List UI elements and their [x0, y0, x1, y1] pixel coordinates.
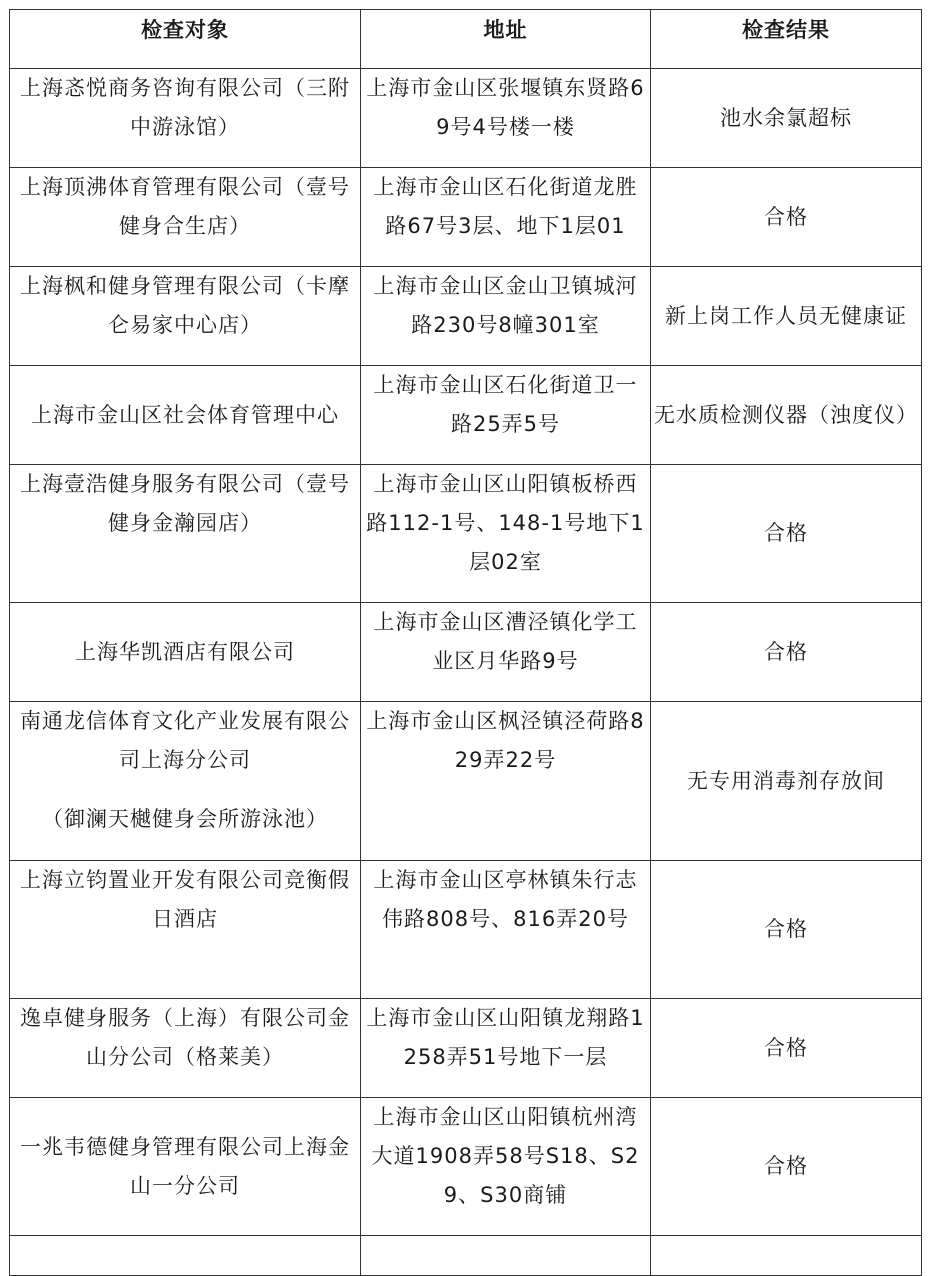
address-cell: 上海市金山区山阳镇板桥西路112-1号、148-1号地下1层02室 [361, 465, 651, 603]
address-cell: 上海市金山区石化街道龙胜路67号3层、地下1层01 [361, 168, 651, 267]
result-cell: 合格 [651, 168, 922, 267]
object-cell: 上海顶沸体育管理有限公司（壹号健身合生店） [10, 168, 361, 267]
inspection-table [9, 9, 922, 1276]
result-cell: 合格 [651, 1098, 922, 1236]
table-row [10, 1098, 922, 1236]
address-cell: 上海市金山区山阳镇杭州湾大道1908弄58号S18、S29、S30商铺 [361, 1098, 651, 1236]
object-cell: 一兆韦德健身管理有限公司上海金山一分公司 [10, 1098, 361, 1236]
header-row [10, 10, 922, 69]
table-row [10, 69, 922, 168]
object-cell: 上海市金山区社会体育管理中心 [10, 366, 361, 465]
address-cell: 上海市金山区漕泾镇化学工业区月华路9号 [361, 603, 651, 702]
result-cell: 合格 [651, 861, 922, 999]
result-cell: 合格 [651, 465, 922, 603]
object-cell [10, 1236, 361, 1276]
object-cell: 上海华凯酒店有限公司 [10, 603, 361, 702]
result-cell: 池水余氯超标 [651, 69, 922, 168]
object-cell: 上海忞悦商务咨询有限公司（三附中游泳馆） [10, 69, 361, 168]
header-address: 地址 [361, 10, 651, 69]
address-cell: 上海市金山区亭林镇朱行志伟路808号、816弄20号 [361, 861, 651, 999]
object-cell: 上海壹浩健身服务有限公司（壹号健身金瀚园店） [10, 465, 361, 603]
address-cell: 上海市金山区枫泾镇泾荷路829弄22号 [361, 702, 651, 861]
address-cell [361, 1236, 651, 1276]
table-row [10, 267, 922, 366]
table-row [10, 861, 922, 999]
object-name: 南通龙信体育文化产业发展有限公司上海分公司 [20, 709, 350, 772]
table-row [10, 366, 922, 465]
result-cell: 新上岗工作人员无健康证 [651, 267, 922, 366]
address-cell: 上海市金山区石化街道卫一路25弄5号 [361, 366, 651, 465]
result-cell: 合格 [651, 999, 922, 1098]
address-cell: 上海市金山区张堰镇东贤路69号4号楼一楼 [361, 69, 651, 168]
object-cell [10, 702, 361, 861]
result-cell: 合格 [651, 603, 922, 702]
table-row [10, 702, 922, 861]
result-cell: 无水质检测仪器（浊度仪） [651, 366, 922, 465]
object-cell: 上海枫和健身管理有限公司（卡摩仑易家中心店） [10, 267, 361, 366]
header-inspection-result: 检查结果 [651, 10, 922, 69]
table-row [10, 465, 922, 603]
header-inspection-object: 检查对象 [10, 10, 361, 69]
table-row [10, 1236, 922, 1276]
result-cell [651, 1236, 922, 1276]
table-row [10, 999, 922, 1098]
address-cell: 上海市金山区山阳镇龙翔路1258弄51号地下一层 [361, 999, 651, 1098]
object-subname: （御澜天樾健身会所游泳池） [42, 807, 328, 831]
object-cell: 逸卓健身服务（上海）有限公司金山分公司（格莱美） [10, 999, 361, 1098]
address-cell: 上海市金山区金山卫镇城河路230号8幢301室 [361, 267, 651, 366]
result-cell: 无专用消毒剂存放间 [651, 702, 922, 861]
table-row [10, 603, 922, 702]
object-cell: 上海立钧置业开发有限公司竞衡假日酒店 [10, 861, 361, 999]
table-row [10, 168, 922, 267]
